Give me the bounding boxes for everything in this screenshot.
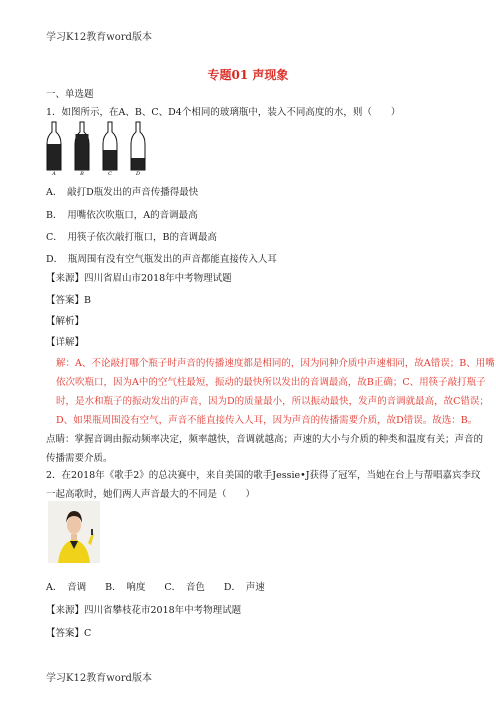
singer-photo [48,501,100,563]
key-point-line-2: 传播需要介质。 [46,453,113,464]
option-c: C． 用筷子依次敲打瓶口，B的音调最高 [46,232,218,243]
page-title: 专题01 声现象 [207,68,289,82]
bottle-label-b: B [80,171,84,176]
bottle-c [103,122,117,170]
q1-detail-label: 【详解】 [46,337,85,348]
page-header: 学习K12教育word版本 [46,32,152,43]
key-point-line-1: 点睛：掌握音调由振动频率决定，频率越快，音调就越高；声速的大小与介质的种类和温度有关；声音的 [46,434,484,445]
explanation-line-2: 依次吹瓶口，因为A中的空气柱最短，振动的最快所以发出的音调最高，故B正确；C、用筷子敲打瓶子 [56,377,486,388]
bottle-b [75,122,89,170]
bottle-label-c: C [108,171,112,176]
bottle-label-a: A [52,171,56,176]
question-2-stem-line-2: 一起高歌时，她们两人声音最大的不同是（ ） [46,489,256,500]
option-b: B． 用嘴依次吹瓶口，A的音调最高 [46,210,198,221]
q1-analysis-label: 【解析】 [46,316,85,327]
explanation-line-4: D、如果瓶周围没有空气，声音不能直接传入人耳，因为声音的传播需要介质，故D错误。故选：B。 [56,415,478,426]
q2-options: A． 音调 B． 响度 C． 音色 D． 声速 [46,582,265,593]
question-1-stem: 1．如图所示，在A、B、C、D4个相同的玻璃瓶中，装入不同高度的水，则（ ） [46,107,401,118]
explanation-line-3: 时，是水和瓶子的振动发出的声音，因为D的质量最小，所以振动最快，发声的音调就最高，故C错误； [56,396,489,407]
bottle-a [47,122,61,170]
q2-answer: 【答案】C [46,628,92,639]
bottle-label-d: D [135,171,141,176]
explanation-line-1: 解：A、不论敲打哪个瓶子时声音的传播速度都是相同的，因为同种介质中声速相同，故A错误；B、用嘴 [56,358,495,369]
q1-source: 【来源】四川省眉山市2018年中考物理试题 [46,273,232,284]
option-d: D． 瓶周围有没有空气瓶发出的声音都能直接传入人耳 [46,254,277,265]
page-footer: 学习K12教育word版本 [46,673,152,684]
section-heading: 一、单选题 [46,89,94,100]
option-a: A． 敲打D瓶发出的声音传播得最快 [46,187,199,198]
bottles-figure [46,120,156,176]
q1-answer: 【答案】B [46,295,91,306]
bottle-d [131,122,145,170]
q2-source: 【来源】四川省攀枝花市2018年中考物理试题 [46,605,242,616]
question-2-stem-line-1: 2．在2018年《歌手2》的总决赛中，来自美国的歌手Jessie•J获得了冠军，当她在台上与帮唱嘉宾李玟 [46,470,481,481]
